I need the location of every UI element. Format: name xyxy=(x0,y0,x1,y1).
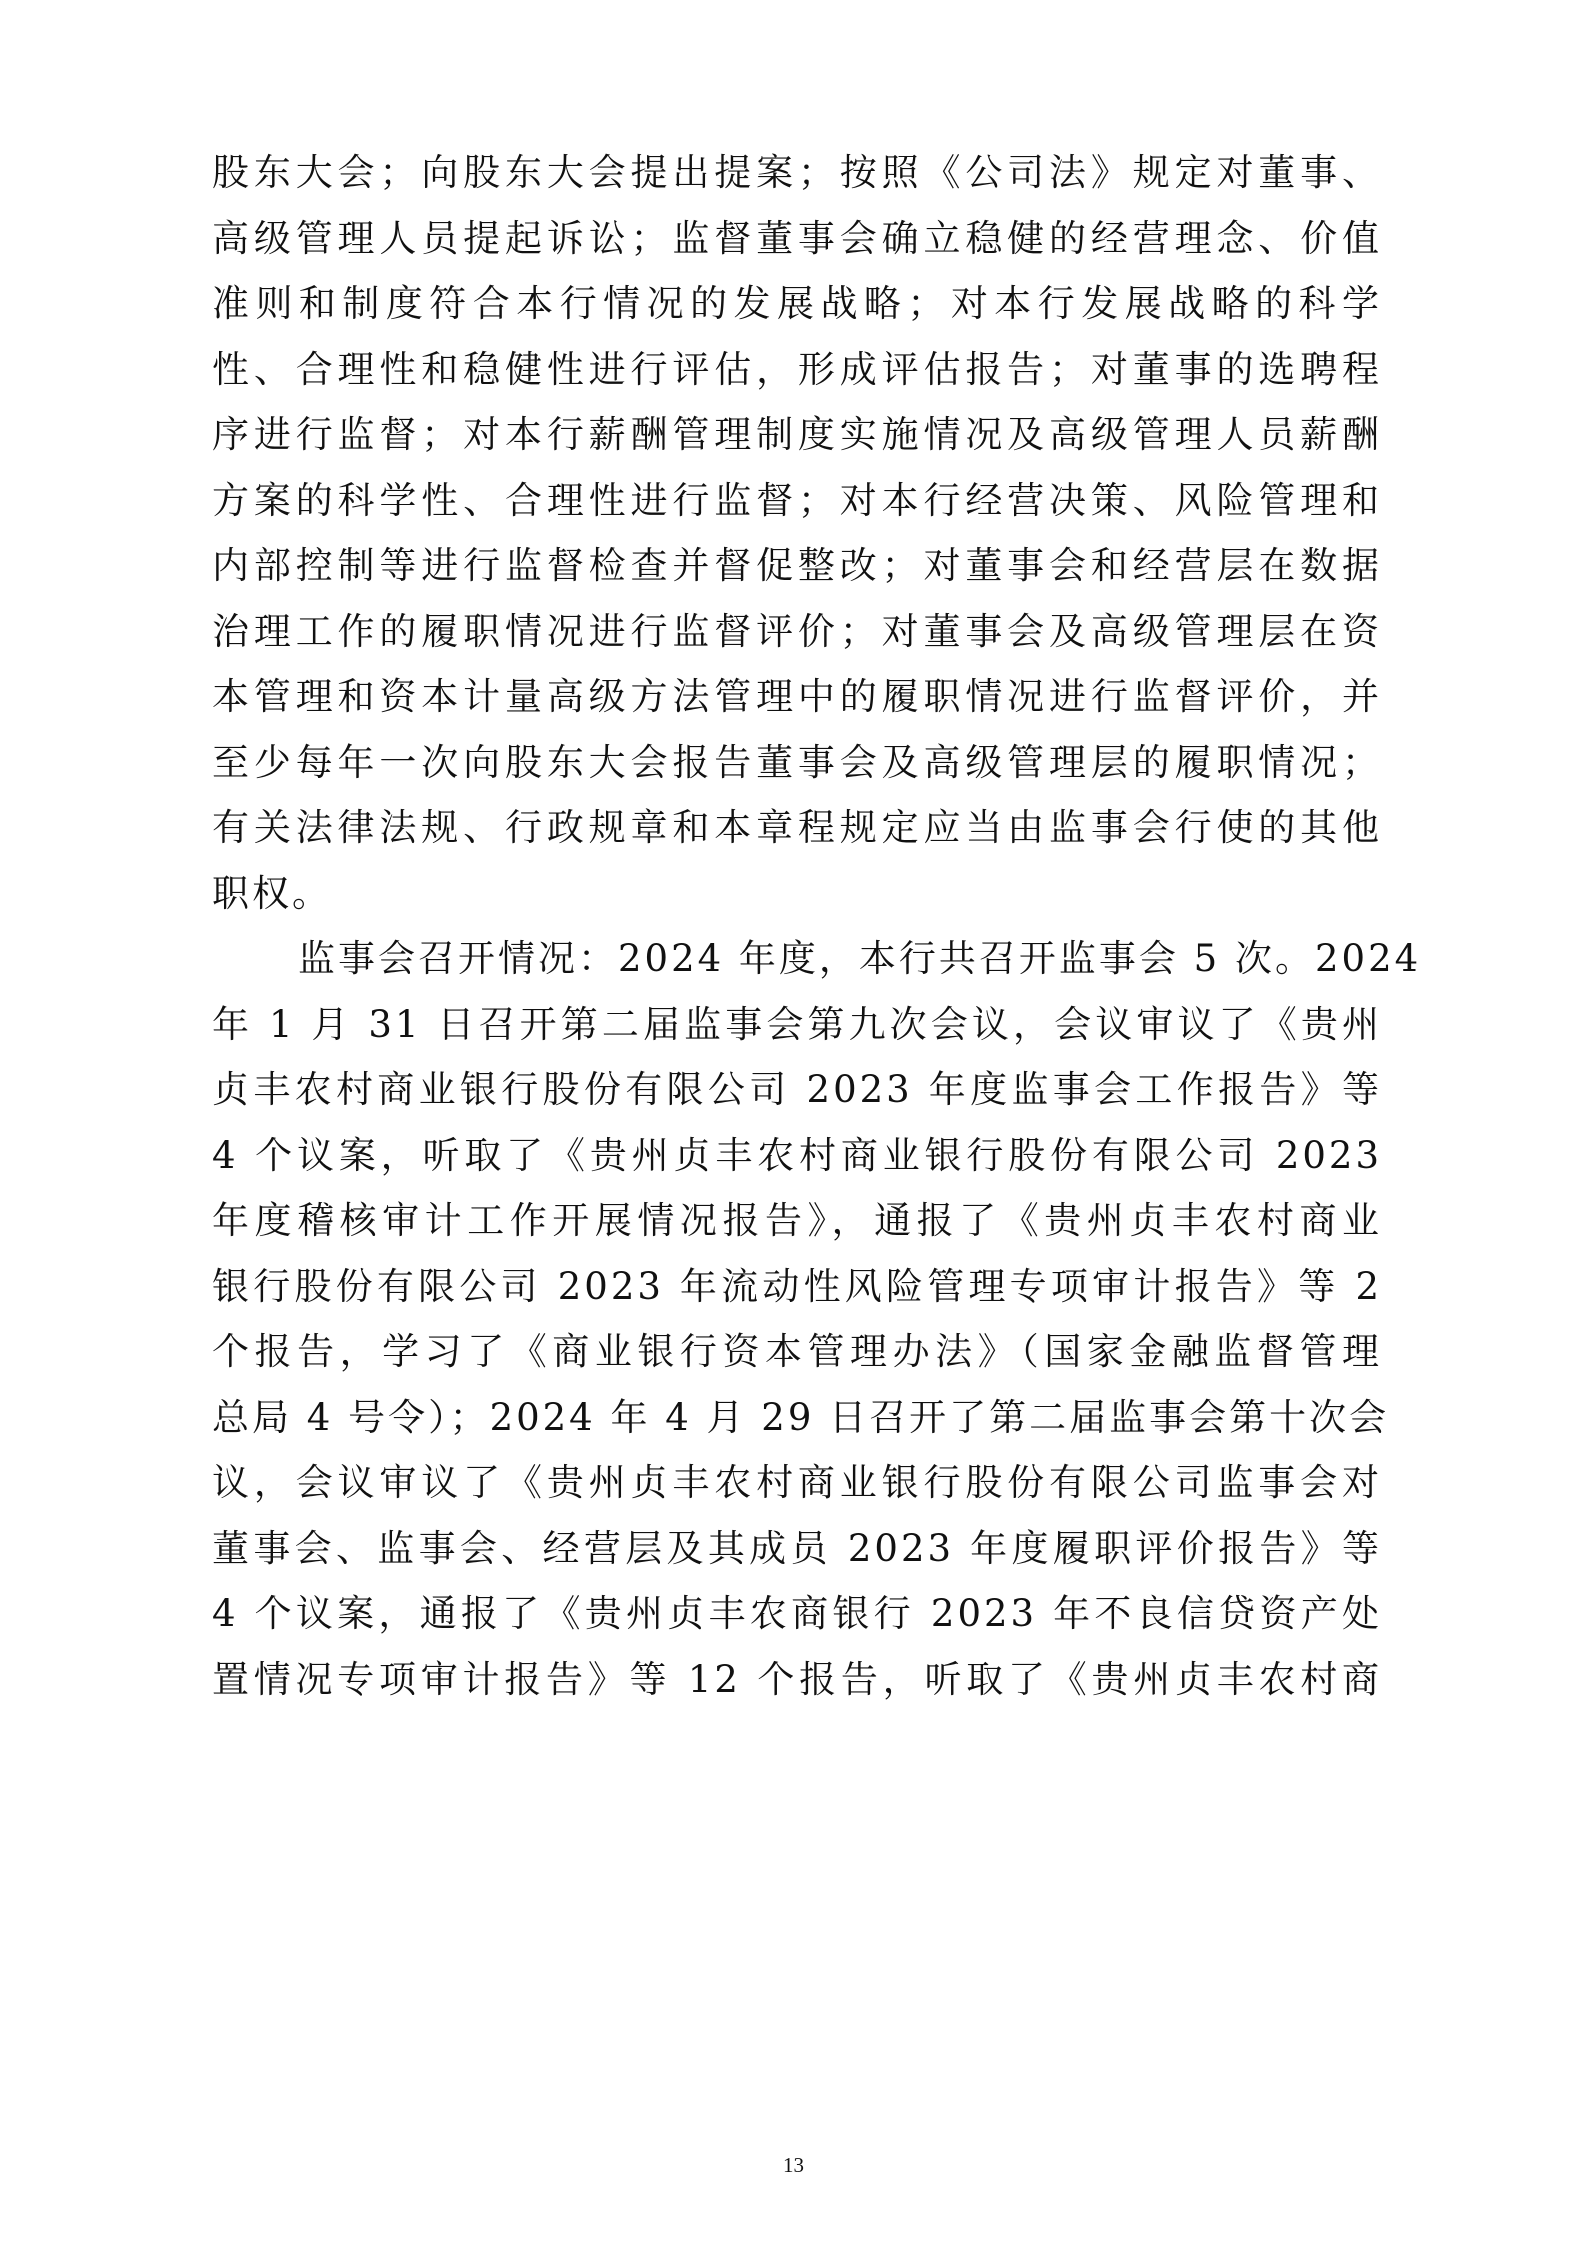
text-line: 准则和制度符合本行情况的发展战略；对本行发展战略的科学 xyxy=(212,282,1382,325)
text-line: 有关法律法规、行政规章和本章程规定应当由监事会行使的其他 xyxy=(212,806,1382,849)
text-line: 监事会召开情况：2024 年度，本行共召开监事会 5 次。2024 xyxy=(298,937,1422,980)
text-line: 职权。 xyxy=(212,871,332,915)
text-line: 董事会、监事会、经营层及其成员 2023 年度履职评价报告》等 xyxy=(212,1526,1382,1570)
text-line: 内部控制等进行监督检查并督促整改；对董事会和经营层在数据 xyxy=(212,544,1382,587)
text-line: 总局 4 号令）；2024 年 4 月 29 日召开了第二届监事会第十次会 xyxy=(212,1395,1390,1439)
text-line: 年 1 月 31 日召开第二届监事会第九次会议，会议审议了《贵州 xyxy=(212,1002,1382,1046)
text-line: 个报告，学习了《商业银行资本管理办法》（国家金融监督管理 xyxy=(212,1330,1382,1373)
text-line: 高级管理人员提起诉讼；监督董事会确立稳健的经营理念、价值 xyxy=(212,216,1382,260)
text-line: 置情况专项审计报告》等 12 个报告，听取了《贵州贞丰农村商 xyxy=(212,1657,1382,1701)
text-line: 议，会议审议了《贵州贞丰农村商业银行股份有限公司监事会对 xyxy=(212,1461,1382,1504)
text-line: 至少每年一次向股东大会报告董事会及高级管理层的履职情况； xyxy=(212,740,1382,784)
text-line: 4 个议案，通报了《贵州贞丰农商银行 2023 年不良信贷资产处 xyxy=(212,1592,1382,1635)
text-line: 方案的科学性、合理性进行监督；对本行经营决策、风险管理和 xyxy=(212,478,1382,522)
page-number: 13 xyxy=(783,2153,804,2177)
text-line: 治理工作的履职情况进行监督评价；对董事会及高级管理层在资 xyxy=(212,609,1382,653)
text-line: 本管理和资本计量高级方法管理中的履职情况进行监督评价，并 xyxy=(212,675,1382,718)
text-line: 4 个议案，听取了《贵州贞丰农村商业银行股份有限公司 2023 xyxy=(212,1133,1382,1177)
text-line: 性、合理性和稳健性进行评估，形成评估报告；对董事的选聘程 xyxy=(212,347,1382,391)
text-line: 序进行监督；对本行薪酬管理制度实施情况及高级管理人员薪酬 xyxy=(212,413,1382,456)
text-line: 银行股份有限公司 2023 年流动性风险管理专项审计报告》等 2 xyxy=(212,1264,1382,1308)
text-line: 贞丰农村商业银行股份有限公司 2023 年度监事会工作报告》等 xyxy=(212,1068,1382,1111)
text-line: 股东大会；向股东大会提出提案；按照《公司法》规定对董事、 xyxy=(212,151,1382,194)
text-line: 年度稽核审计工作开展情况报告》，通报了《贵州贞丰农村商业 xyxy=(212,1199,1382,1242)
